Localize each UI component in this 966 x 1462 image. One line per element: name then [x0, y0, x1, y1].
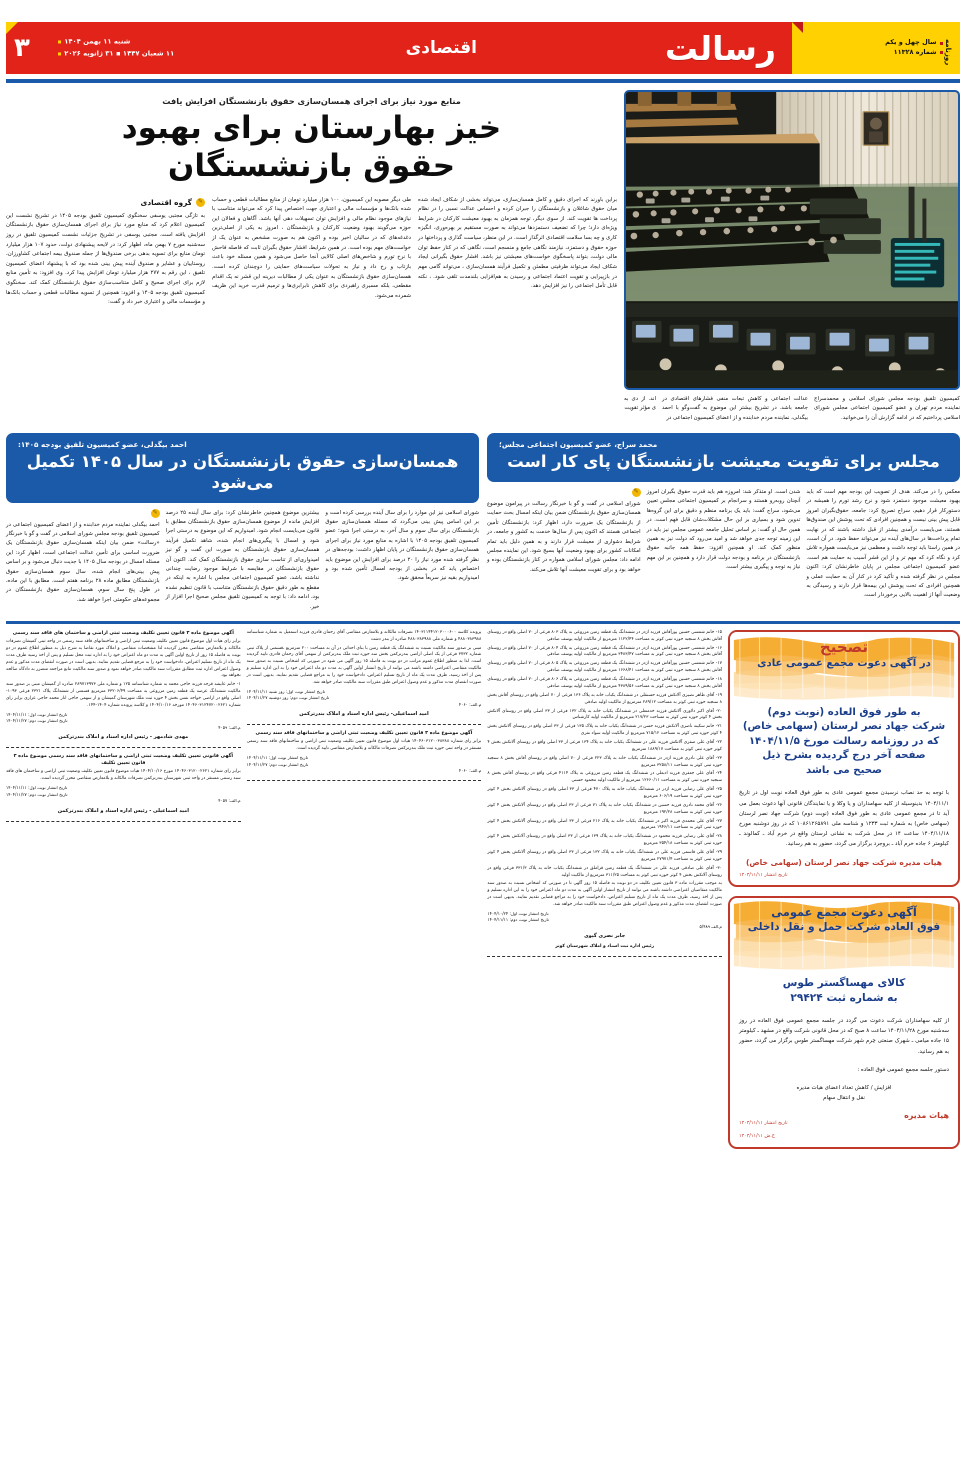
header-blue-rule	[6, 79, 960, 83]
classified-midright-date-4: تاریخ انتشار نوبت دوم: ۱۴۰۴/۱۱/۲۷	[246, 761, 309, 767]
classified-right-date-4: تاریخ انتشار نوبت دوم: ۱۴۰۴/۱۱/۲۷	[5, 791, 68, 797]
lead-byline-text: گروه اقتصادی	[140, 197, 192, 207]
classified-right-ref-1: م.الف: ۴۰۵۹	[218, 724, 241, 730]
sub-article-left-body	[487, 488, 960, 601]
pen-icon: ✎	[197, 197, 204, 205]
masthead-issue-block	[885, 38, 942, 58]
pen-icon: ✎	[633, 488, 639, 496]
promo-correction-signature: هیات مدیره شرکت جهاد نصر لرستان (سهامی خاص)	[745, 858, 943, 868]
parliament-photo	[624, 90, 960, 390]
promo-assembly-signature: هیات مدیره	[904, 1111, 949, 1121]
promo-assembly-date-1: تاریخ انتشار ۱۴۰۴/۱۱/۱۱	[739, 1121, 788, 1127]
classified-right-date-3: تاریخ انتشار نوبت اول: ۱۴۰۴/۱۱/۱۱	[5, 785, 68, 791]
promo-column	[728, 630, 960, 1158]
promo-assembly-lines	[730, 976, 958, 1010]
photo-caption	[624, 395, 960, 423]
classified-column-mid-right	[247, 630, 482, 786]
lead-body-col-left: براین باورند که اجرای دقیق و کامل همسان‌سازی، می‌تواند بخشی از شکاف ایجاد شده میان حقوق شاغلان و بازنشستگان را جبران کرده و احساس عدالت نسبی را در نظام پرداخت ها تقویت کند. از سوی دیگر، توجه همزمان به بهبود معیشت کارکنان در شرایط ویژه‌ای دارد؛ چرا که تضعیف دستمزدها می‌تواند به صورت مستقیم بر بهره‌وری، انگیزه کاری و چه بسا سلامت اقتصادی اثرگذار است. در این منظر، سیاست گذاری و پرداختها در حوزه حقوق و دستمزد، نیازمند نگاهی جامع و منسجم است، نگاهی که در کنار حفظ توان مالی دولت، بتواند پاسخگوی خواست‌های معیشتی نیز باشد. افشار حقوق بگیرانی ایجاد شکاف ایجاد می‌تواند ظرفیتی مطمئن و تکمیل فرآیند همسان‌سازی ، می‌تواند گامی مهم در بازپیرایی و تقویت اعتماد اجتماعی و رسیدن به هم‌افزایی بلندمدت تلقی شود. ، نکته قابل تأمل اجتماعی را نیز افزایش دهد.	[418, 196, 617, 290]
lead-photo-column	[624, 90, 960, 423]
classified-sign-title: رئیس اداره ثبت اسناد و املاک شهرستان کوثر	[555, 944, 655, 950]
sub-left-col-3-text: شورای اسلامی در گفت و گو با خبرنگار رسالت در پیرامون موضوع همسان‌سازی حقوق بازنشستگان ضمن بیان اینکه امسال بحث حمایت از بازنشستگان یک ضرورت دارد، اظهار کرد: بازنشستگان تأمین اجتماعی هستند که اکنون پس از سال‌ها خدمت به کشور و جامعه، در شرایط دشواری از معیشت قرار دارند و به همین دلیل باید تمام امکانات کشور برای بهبود وضعیت آنها بسیج شود. این نماینده مجلس ادامه داد: مجلس شورای اسلامی همواره در کنار بازنشستگان بوده و خواهد بود و برای تقویت معیشت آنها تلاش می‌کند.	[486, 500, 641, 573]
promo-assembly-line-3: کالای مهساگستر طوس	[782, 976, 906, 989]
masthead-issue: شماره ۱۱۳۲۸	[893, 48, 937, 56]
classified-right-sign-2: امید اسماعیلی - رئیس اداره اسناد و املاک بندرترکمن	[57, 807, 189, 814]
sub-right-col-1-text: احمد بیگدلی نماینده مردم خدابنده و از اعضای کمیسیون اجتماعی در کمیسیون تلفیق بودجه مجلس شورای اسلامی در گفت و گو با خبرنگار «رسالت» ضمن بیان اینکه همسان‌سازی حقوق بازنشستگان یک ضرورت اساسی برای تأمین عدالت اجتماعی است، اظهار کرد: این مسئله امسال در بودجه سال ۱۴۰۵ با جدیت دنبال می‌شود و بر اساس پیش بینی‌های انجام شده، سال سوم همسان‌سازی حقوق بازنشستگان مطابق ماده ۲۸ برنامه هفتم است. مطابق با این ماده، در طول پنج سال سوم، همسان‌سازی حقوق بازنشستگان در مجموعه‌های حکومتی اجرا خواهد شد.	[5, 521, 160, 603]
masthead-date-lunar: ۱۱ شعبان ۱۴۴۷ ▪ ۳۱ ژانویه ۲۰۲۶	[64, 49, 175, 57]
promo-correction-line-4: که در روزنامه رسالت مورخ ۱۴۰۴/۱۱/۵	[748, 735, 940, 747]
classified-item: ۲۵- آقای علی رضایی فرزند اژدر در ششدانگ یکباب خانه به پلاک ۴۷۰ فرعی از ۳۳ اصلی واقع در روستای آلاتکش بخش ۴ کوثر حوزه ثبتی کوثر به مساحت ۶۰۶/۱۹ مترمربع	[487, 787, 722, 799]
classified-ref: م.الف ۵/۴۸۹	[699, 923, 722, 929]
classified-item: ۲۲- آقای علی صفری آلاتکش فرزند علی در ششدانگ یکباب خانه به پلاک ۱۳۴ فرعی از ۳۳ اصلی واقع در روستای آلاتکش بخش ۴ کوثر حوزه ثبتی کوثر به مساحت ۱۸۸۹/۱۷ مترمربع	[487, 739, 722, 752]
sub-article-left-header	[487, 433, 960, 482]
masthead-year: سال چهل و یکم	[885, 38, 937, 47]
photo-caption-col-3: کمیسیون تلفیق بودجه مجلس شورای اسلامی و محمدسراج نماینده مردم تهران و عضو کمیسیون اجتماعی مجلس شورای اسلامی پرداختیم که در ادامه گزارش آن را می‌خوانید.	[814, 396, 960, 421]
lead-body	[6, 196, 617, 308]
classifieds-top-rule	[6, 621, 960, 624]
pen-icon: ✎	[152, 508, 158, 516]
classified-right-sign-1: مهدی شادمهر - رئیس اداره اسناد و املاک بندرترکمن	[58, 734, 189, 741]
classified-divider	[247, 780, 482, 781]
classified-item: ۱۷- خانم شمسی حسین پورآقاش فرزند اژدر در ششدانگ یک قطعه زمین مزروعی به پلاک ۸۰۵ فرعی از ۷۰ اصلی واقع در روستای آقاش بخش ۸ سنجبد حوزه ثبتی کوثر به مساحت ۱۶۶۸/۴۱ مترمربع از مالکیت اولیه یوسف صادقی	[487, 661, 722, 674]
lead-headline-column	[6, 90, 617, 423]
classified-tail: به موجب مقررات ماده ۳ قانون تعیین تکلیف در دو نوبت به فاصله ۱۵ روز آگهی تا در صورتی که اشخاص نسبت به صدور سند مالکیت متقاضیان اعتراضی داشته باشند می توانند از تاریخ انتشار اولین آگهی به مدت دو ماه اعتراض خود را به این اداره تسلیم و پس از اخذ رسید، ظرف مدت یک ماه از تاریخ تسلیم اعتراض، دادخواست خود را به مراجع قضایی تقدیم نمایند. بدیهی است در صورت انقضای مدت مذکور و عدم وصول اعتراض طبق مقررات سند مالکیت صادر خواهد شد.	[487, 881, 722, 907]
classified-item: ۱۹- آقای طاهر نصیری آلاتکش فرزند حسنقلی در ششدانگ یکباب خانه به پلاک ۱۳۶ فرعی از ۷۰ اصلی واقع در روستای آقاش بخش ۸ سنجبد حوزه ثبتی کوثر به مساحت ۲۸۹/۱۲ مترمربع از مالکیت اولیه صادقی	[487, 692, 723, 705]
classified-midright-body	[247, 630, 482, 781]
promo-assembly-line-4: به شماره ثبت ۲۹۴۲۴	[790, 991, 898, 1004]
sub-article-left	[487, 433, 960, 612]
sub-article-right-subtitle: احمد بیگدلی، عضو کمیسیون تلفیق بودجه ۱۴۰۵:	[18, 440, 187, 450]
promo-assembly-body: از کلیه سهامداران شرکت دعوت می گردد در جلسه مجمع عمومی فوق العاده در روز سه‌شنبه مورخ ۱۴۰۴/۱۱/۲۸ ساعت ۸ صبح که در محل قانونی شرکت واقع در مشهد ـ کیلومتر ۱۵ جاده میامی ـ شهرک صنعتی چرم شهر شرکت مهساگستر طوس برگزار می گردد، حضور به هم رسانید.	[739, 1018, 949, 1055]
classified-midright-body-2: برابر رای شماره ۱۴۰۴۶۰۳۱۲۰۰۳۸۳۸۸ هیات اول موضوع قانون تعیین تکلیف وضعیت ثبتی اراضی و ساختمانهای فاقد سند رسمی مستقر در واحد ثبتی حوزه ثبت ملک بندرترکمن تصرفات مالکانه و بلامعارض متقاضی تایید گردیده است.	[246, 739, 482, 752]
promo-assembly-line-2: فوق العاده شرکت حمل و نقل داخلی	[747, 921, 941, 934]
sub-article-right-body	[6, 509, 479, 612]
promo-assembly-agenda-title: دستور جلسه مجمع عمومی فوق العاده :	[857, 1066, 949, 1073]
classified-right-body	[6, 630, 241, 822]
newspaper-page	[0, 22, 966, 1462]
lead-body-col-right-text: به تازگی مجتبی یوسفی سخنگوی کمیسیون تلفیق بودجه ۱۴۰۵ در تشریح نشست این کمیسیون اعلام کرد که منابع مورد نیاز برای اجرای همسان‌سازی حقوق بازنشستگان افزایش یافته است. مجتبی یوسفی در تشریح جزئیات نشست کمیسیون تلفیق در روز سه‌شنبه مورخ ۷ بهمن ماه، اظهار کرد: در لایحه پیشنهادی دولت، حدود ۱۰۷ هزار میلیارد تومان منابع برای تسویه بدهی برخی صندوق‌ها از جمله صندوق بیمه اجتماعی کشاورزان، روستاییان و عشایر و صندوق آینده پیش بینی شده بود که با پیشنهاد اعضای کمیسیون تلفیق ، این رقم به ۲۷۷ هزار میلیارد تومان افزایش پیدا کرد. وی افزود: به تأمین منابع لازم برای اجرای صحیح و کامل متناسب‌سازی حقوق بازنشستگان کمک کند. سخنگوی کمیسیون تلفیق بودجه ۱۴۰۵ و افزود: همچنین از تسویه مطالبات قطعی و حساب بانک‌ها و مؤسسات مالی و اعتباری خبر داد و گفت:	[6, 212, 206, 306]
classified-divider	[487, 956, 722, 957]
classified-numbered-list	[487, 630, 722, 957]
promo-correction-heading: تصحیح	[819, 637, 869, 656]
photo-caption-col-1: اند. از دی به ی مؤثر تقویت	[624, 396, 656, 412]
sub-article-right-header	[6, 433, 479, 502]
classified-midright-ref-2: م.الف: ۴۰۶۰	[458, 768, 482, 774]
sub-article-left-subtitle: محمد سراج، عضو کمیسیون اجتماعی مجلس؛	[499, 440, 658, 450]
classified-item: ۲۴- آقای علی جعفری فرزند ادبعلی در ششدانگ یک قطعه زمین مزروعی به پلاک ۴۱۱۴ فرعی واقع در روستای آقاش بخش ۸ سنجبد حوزه ثبتی کوثر به مساحت ۱۲۶۶۰/۱۱ مترمربع از مالکیت اولیه محمود حسنی	[487, 771, 722, 784]
promo-correction-line-5: صفحه آخر درج گردیده بشرح ذیل	[762, 750, 926, 762]
classified-midright-date-3: تاریخ انتشار نوبت اول: ۱۴۰۴/۱۱/۱۱	[246, 755, 309, 761]
lead-headline-line-2: حقوق بازنشستگان	[167, 147, 456, 184]
sub-article-left-title: مجلس برای تقویت معیشت بازنشستگان پای کار است	[507, 452, 940, 472]
masthead-page-number: ۳	[14, 33, 30, 63]
classified-right-title-1: آگهی موضوع ماده ۳ قانون تعیین تکلیف وضعیت ثبتی اراضی و ساختمان های فاقد سند رسمی	[12, 630, 234, 636]
classified-item: ۱۸- خانم شمسی حسین پورآقاش فرزند اژدر در ششدانگ یک قطعه زمین مزروعی به پلاک ۸۰۶ فرعی از ۷۰ اصلی واقع در روستای آقاش بخش ۸ سنجبد حوزه ثبتی کوثر به مساحت ۴۳۸۹/۵۶ مترمربع از مالکیت اولیه یوسف صادقی	[487, 677, 722, 689]
sub-article-right-title: همسان‌سازی حقوق بازنشستگان در سال ۱۴۰۵ تکمیل می‌شود	[26, 452, 459, 492]
promo-brush-banner	[730, 632, 958, 706]
lead-headline-line-1: خیز بهارستان برای بهبود	[121, 110, 502, 146]
classified-right-item-1: ۱- خانم عایشه قرجه فرزند حاجی محمد به شماره شناسنامه ۱۲۵ و شماره ملی ۲۸۹۷۱۳۹۷۳ صادره از گمیشان مبنی بر صدور سند مالکیت ششدانگ عرصه یک قطعه زمین مزروعی به مساحت ۳۳۲۰۶/۴۹ مترمربع قسمتی از ششدانگ پلاک ۲۳۲۱ فرعی ۱۰۹۳- اصلی واقع در اراضی خواجه نفس بخش ۴ حوزه ثبت ملک شهرستان گمیشان و از سهمی حاجی انار محمد حاجی عزازی برابر رای شماره ۱۴۰۴۶۰۳۱۲۴۷۲۰۰۲۶۲۱ مورخه ۱۴۰۴/۱۰/۱۶ و کلاسه پرونده شماره ۱۴۰۴-۱۴۴.	[5, 682, 241, 708]
sub-articles	[6, 433, 960, 612]
bullet-square-icon	[940, 51, 943, 54]
sub-left-col-2: شدن است. او متذکر شد: امروزه هم باید قدرت حقوق بگیران امروز آنچنان روبه‌رو هستند و سرانجام بر کمیسیون اجتماعی مجلس تعیین می‌شود، سراج گفت: باید یک برنامه منظم و دقیق برای این گروه‌ها تدوین شود و بسیاری بر این حال مشکلات‌شان قابل فهم است. در همین حال او گفت: بر اساس تحلیل جامعه عمومی مجلس نیز باید در این زمینه توجه جدی خواهد شد و امید می‌رود که دولت نیز به همین منظور کمک کند. او همچنین افزود: حفظ همه جانبه حقوق بازنشستگان در برنامه و بودجه دولت قرار دارد و همچنین بر این مهم نیاز به توجه و پیگیری بیشتر است.	[646, 488, 801, 571]
promo-box-assembly	[728, 896, 960, 1149]
promo-correction-lines	[730, 706, 958, 782]
parliament-photo-graphic	[626, 92, 958, 388]
masthead-date-block	[58, 36, 174, 59]
classified-midright-ref: م.الف: ۴۰۶۰	[458, 701, 482, 707]
promo-assembly-date-2: خ.ش ۱۴۰۴/۱۱/۱۱	[739, 1134, 775, 1140]
masthead-vertical-line-1: روزنامه	[944, 38, 952, 65]
photo-caption-col-2: عدالت اجتماعی و کاهش تبعات منفی فشارهای اقتصادی در جامعه باشد. در تشریح بیشتر این موضوع به گفت‌وگو با احمد بیگدلی، نماینده مردم خدابنده و از اعضای کمیسیون اجتماعی در	[662, 396, 808, 421]
classified-divider	[6, 747, 241, 748]
classified-column-numbered	[487, 630, 722, 962]
classified-right-title-2: آگهی قانونی تعیین تکلیف وضعیت ثبتی اراضی و ساختمانهای فاقد سند رسمی موضوع ماده ۳ قانون تعیین تکلیف	[13, 754, 234, 767]
lead-body-col-right	[6, 196, 205, 308]
classified-divider	[6, 821, 241, 822]
classified-column-right	[6, 630, 241, 827]
promo-correction-line-3: شرکت جهاد نصر لرستان (سهامی خاص)	[742, 721, 946, 733]
sub-left-col-3	[487, 488, 641, 601]
masthead-red-panel	[6, 22, 792, 74]
promo-assembly-agenda	[730, 1083, 958, 1111]
masthead-section-title: اقتصادی	[405, 38, 477, 58]
masthead-vertical-logo	[943, 31, 952, 65]
classified-right-date-2: تاریخ انتشار نوبت دوم: ۱۴۰۴/۱۱/۲۷	[5, 718, 68, 724]
lead-kicker: منابع مورد نیاز برای اجرای همسان‌سازی حقوق بازنشستگان افزایش یافت	[162, 96, 461, 106]
classified-midright-sign: امید اسماعیلی- رئیس اداره اسناد و املاک بندرترکمن	[299, 711, 429, 718]
classified-item: ۲۳- آقای علی نادری فرزند اژدر در ششدانگ یکباب خانه به پلاک ۲۲۳ فرعی از ۷۰ اصلی واقع در روستای آقاش بخش ۸ سنجبد حوزه ثبتی کوثر به مساحت ۳۲۵۸/۱۱ مترمربع	[487, 755, 722, 768]
classified-item: ۱۶- خانم شمسی حسین پورآقاش فرزند اژدر در ششدانگ یک قطعه زمین مزروعی به پلاک ۸۰۴ فرعی از ۷۰ اصلی واقع در روستای آقاش بخش ۸ سنجبد حوزه ثبتی کوثر به مساحت ۳۴۸۳/۴۷ مترمربع از مالکیت اولیه یوسف صادقی	[487, 645, 722, 658]
classified-item: ۲۱- خانم سکینه ناصری آلاتکش فرزند حسن در ششدانگ یکباب خانه به پلاک ۱۳۵ فرعی از ۳۳ اصلی واقع در روستای آلاتکش بخش ۴ کوثر حوزه ثبتی کوثر به مساحت ۷۱۵/۱۲ مترمربع از مالکیت اولیه سواد نفری	[487, 724, 723, 737]
promo-assembly-agenda-2: نقل و انتقال سهام	[823, 1095, 865, 1102]
lead-body-col-mid: طی دیگر مصوبه این کمیسیون، ۱۰۰ هزار میلیارد تومان از منابع مطالبات قطعی و حساب شده بانک‌ها و مؤسسات مالی و اعتباری جهت اختصاص پیدا کرد که می‌تواند متناسب با نیازهای موجود نظام مالی و افزایش توان تسهیلات دهی آنها باشد. آگاهان و فعالان این حوزه می‌گویند بهبود وضعیت کارکنان و بازنشستگان ، امروز به یکی از اصلی‌ترین دغدغه‌های که در سالیان اخیر بوده و اکنون هم به صورت مشخص به عنوان یک از خواست‌های مهم بوده است. در همین شرایط، افشار حقوق بگیران ثابت که فاصله فاحش با نرخ تورم و شاخص‌های اصلی کالایی آنجا حاصل می‌شود و همین مسئله خود باعث بازتاب و رخ داد و نیاز به تحولات سیاست‌های حمایتی را دوچندان کرده است. همسان‌سازی حقوق بازنشستگان به عنوان یکی از مطالبات دیرینه این قشر نه یک اقدام مقطعی، بلکه مسیری راهبردی برای کاهش نابرابری‌ها و ترمیم قدرت خرید این ظریف شمرده می‌شود.	[212, 196, 411, 299]
promo-correction-heading-wrap	[730, 632, 958, 671]
classified-item: ۲۹- آقای علی قاسمی فرزند علی در ششدانگ یکباب خانه به پلاک ۱۳۲ فرعی از ۳۳ اصلی واقع در روستای آلاتکش بخش ۴ کوثر حوزه ثبتی کوثر به مساحت ۲۷۹۷۱/۴ مترمربع	[487, 849, 722, 862]
promo-correction-line-1: در آگهی دعوت مجمع عمومی عادی	[757, 657, 931, 669]
masthead-brand-title: رسالت	[664, 28, 776, 68]
classified-item: ۲۸- آقای علی رضایی فرزند محمود در ششدانگ یکباب خانه به پلاک ۱۳۹ فرعی از ۳۳ اصلی واقع در روستای آلاتکش بخش ۴ کوثر حوزه ثبتی کوثر به مساحت ۳۵۴/۱۸ مترمربع	[487, 834, 722, 847]
classified-item: ۱۵- خانم شمسی حسین پورآقاش فرزند اژدر در ششدانگ یک قطعه زمین مزروعی به پلاک ۸۰۳ فرعی از ۷۰ اصلی واقع در روستای آقاش بخش ۸ سنجبد حوزه ثبتی کوثر به مساحت ۱۱۲۲/۴۴ مترمربع از مالکیت اولیه یوسف صادقی	[487, 629, 722, 642]
classified-date-1: تاریخ انتشار نوبت اول: ۱۴۰۴/۱۰/۲۴	[487, 910, 549, 916]
sub-article-right	[6, 433, 479, 612]
promo-correction-line-2: به طور فوق العاده (نوبت دوم)	[767, 706, 921, 718]
sub-right-col-2: بیشترین موضوع همچنین خاطرنشان کرد: برای سال آینده ۲۵ درصد افزایش مانده از موضوع همسان‌سازی حقوق بازنشستگان مطابق با قانون می‌بایست انجام شود. امیدواریم که این موضوع به درستی اجرا شود و امسال با پیگیری‌های انجام شده، شاهد تکمیل فرآیند همسان‌سازی حقوق بازنشستگان به صورت این گفت و گو نیز امیدواری‌ای از تناسب سازی حقوق بازنشستگان کمک کند. اکنون آن حقوق بازنشستگان در مقایسه با شرایط موجود رضایت چندانی نداشته باشد، عضو کمیسیون اجتماعی مجلس با اشاره به اینکه در مقطع به طور دقیق حقوق بازنشستگان متناسب با قانون تنظیم نشده بود، ادامه داد: با توجه به کمیسیون تلفیق مجلس صحیح اجرا افزار از خیر.	[165, 509, 320, 610]
classified-date-2: تاریخ انتشار نوبت دوم: ۱۴۰۴/۱۱/۱۱	[487, 917, 549, 923]
promo-correction-body: با توجه به حد نصاب نرسیدن مجمع عمومی عادی به طور فوق العاده نوبت اول در تاریخ ۱۴۰۴/۱۱/۱ بدینوسیله از کلیه سهامداران و یا وکلا و یا نمایندگان قانونی آنها دعوت بعمل می آید تا در مجمع عمومی عادی به طور فوق العاده (نوبت دوم) شرکت جهاد نصر لرستان (سهامی خاص) به شماره ثبت ۱۲۳۳ و شناسه ملی ۱۰۸۶۱۲۶۵۸۹۱ که در روز دوشنبه مورخ ۱۴۰۴/۱۱/۱۸ ساعت ۱۴ در محل شرکت به نشانی لرستان واقع در خرم آباد ـ کمالوند ـ کیلومتر ۶ جاده خرم آباد ـ بروجرد برگزار می گردد، حضور به هم رسانید.	[739, 790, 949, 848]
bullet-square-icon	[58, 41, 61, 44]
classified-item: ۲۶- آقای محمد نادری فرزند حسین در ششدانگ یکباب خانه به پلاک ۷۱ فرعی از ۳۳ اصلی واقع در روستای آلاتکش بخش ۴ کوثر حوزه ثبتی کوثر به مساحت ۱۹۲/۲۸ مترمربع	[487, 802, 722, 815]
classified-right-body-2: برابر رای شماره ۱۴۰۴۶۰۳۱۲۰۰۲۶۲۱ مورخ ۱۴۰۴/۱۰/۱۶ هیات موضوع قانون تعیین تکلیف وضعیت ثبتی اراضی و ساختمان های فاقد سند رسمی مستقر در واحد ثبتی شهرستان بندرترکمن تصرفات مالکانه و بلامعارض متقاضی محرز گردیده است.	[5, 769, 241, 782]
lead-headline	[12, 110, 611, 186]
classifieds-area	[6, 630, 960, 1158]
classified-right-body-1: برابر رای هیات اول موضوع قانون تعیین تکلیف وضعیت ثبتی اراضی و ساختمانهای فاقد سند رسمی در واحد ثبتی گمیشان تصرفات مالکانه و بلامعارض متقاضی محرز گردیده لذا مشخصات متقاضی و املاک مورد تقاضا به شرح ذیل به منظور اطلاع عموم در دو نوبت به فاصله ۱۵ روز از تاریخ اولین آگهی به مدت دو ماه اعتراض خود را به اداره ثبت محل تسلیم و پس از اخذ رسید ظرف مدت یک ماه از تاریخ تسلیم اعتراض، دادخواست خود را به مرجع قضایی تقدیم نمایند. بدیهی است در صورت انقضای مدت مذکور و عدم وصول اعتراض اداره ثبت مطابق مقررات سند مالکیت صادر خواهد نمود و صدور سند مالکیت مانع مراجعه متضرر به دادگاه صالحه نخواهد بود.	[5, 639, 241, 679]
sub-left-byline	[487, 488, 641, 497]
sub-right-col-3: شورای اسلامی نیز این موارد را برای سال آینده بررسی کرده است و بر این اساس پیش بینی می‌گردد که مسئله همسان‌سازی حقوق بازنشستگان برای سال سوم و سال آخر، به درستی اجرا شود؛ عضو کمیسیون تلفیق بودجه ۱۴۰۵ با اشاره به منابع مورد نیاز برای اجرای همسان‌سازی حقوق بازنشستگان در پایان اظهار داشت: بودجه‌های در نظر گرفته شده مورد نیاز را ۲۰ درصد برای افزایش این موضوع باید اختصاص یابد که در بخشی از بودجه امسال تأمین شده بود و امیدواریم بقیه نیز سریعاً محقق شود.	[325, 509, 479, 582]
classified-midright-header: پرونده کلاسه ۱۴۰۳۱۱۴۴۱۲۰۳۰۰۰۶۰۰ تصرفات مالکانه و بلامعارض متقاضی آقای رحمان قادری فرزند اسمعیل به شماره شناسنامه ۴۸۸۰۳۸۳۹۸۸ و شماره ملی ۴۸۸۰۳۸۳۹۸۸ صادره از بندر دشت	[246, 629, 482, 642]
promo-box-correction	[728, 630, 960, 887]
masthead-yellow-panel	[792, 22, 960, 74]
promo-assembly-heading-wrap	[730, 898, 958, 935]
sub-right-byline	[6, 509, 160, 518]
classified-right-ref-2: م.الف: ۴۰۵۷	[218, 798, 241, 804]
bullet-square-icon	[940, 42, 943, 45]
promo-brush-banner-2	[730, 898, 958, 976]
classified-midright-title-2: آگهی موضوع ماده ۳ قانون تعیین تکلیف وضعیت ثبتی اراضی و ساختمانهای فاقد سند رسمی	[255, 731, 473, 737]
promo-assembly-agenda-1: افزایش / کاهش تعداد اعضای هیات مدیره	[796, 1084, 892, 1091]
masthead-date-solar: شنبه ۱۱ بهمن ۱۴۰۴	[64, 37, 131, 46]
bullet-square-icon	[58, 52, 61, 55]
lead-article	[6, 90, 960, 423]
classified-midright-date-1: تاریخ انتشار نوبت اول: روز شنبه ۱۴۰۴/۱۱/۱۱	[246, 688, 326, 694]
classified-item: ۲۰- آقای اکبر دلاوری آلاتکش فرزند خدمتعلی در ششدانگ یکباب خانه به پلاک ۱۳۲ فرعی از ۳۳ اصلی واقع در روستای آلاتکش بخش ۴ کوثر حوزه ثبتی کوثر به مساحت ۲۱۷/۲۳ مترمربع از مالکیت اولیه کارشناس	[487, 708, 722, 721]
classified-right-date-1: تاریخ انتشار نوبت اول: ۱۴۰۴/۱۱/۱۱	[5, 711, 68, 717]
sub-left-col-1: معکس را در می‌کند. هدف از تصویب این بودجه مهم است که باید بهبود معیشت موجود دستمزد شود و نرخ رشد تورم را همیشه در دستورکار قرار دهیم، سراج تصریح کرد: جامعه، حقوق‌بگیران امروز قابل پیش بینی نیست و همچنین افرادی که تحت پوشش این صندوق‌ها هستند، می‌بایست درآمدی بیشتر از قبل داشته باشند که در نهایت تمام پرداخت‌ها در سال‌های آینده نیز می‌تواند حفظ شود. در آن است، در همین راستا باید توجه داشت و معظمی نیز می‌بایست همواره تلاش کرد و نگاه کرد که مهم تر و از این قشر آسیب به حمایت هم است. عضو کمیسیون اجتماعی مجلس در پایان خاطرنشان کرد: اکنون مجلس در نظر گرفته شده و تأکید کرد در کنار آن به حمایت عملی و همچنین افرادی که تحت پوشش این بیمه‌ها قرار دارند و رسیدگی به وضعیت آنها از اهمیت بالایی برخوردار است.	[806, 488, 960, 599]
classified-divider	[247, 724, 482, 725]
classified-item: ۳۰- آقای علی صادقی فرزند علی در ششدانگ یک قطعه زمین قراملق در ششدانگ یکباب خانه به پلاک ۳۳۱/۳ فرعی واقع در روستای آلاتکش بخش ۴ کوثر حوزه ثبتی کوثر به مساحت ۳۱۱/۲۵ مترمربع از مالکیت اولیه	[487, 865, 722, 878]
promo-correction-date: تاریخ انتشار ۱۴۰۴/۱۱/۱۱	[739, 872, 788, 878]
classified-midright-date-2: تاریخ انتشار نوبت دوم: روز دوشنبه ۱۴۰۴/۱۱/۲۷	[246, 695, 330, 701]
masthead	[6, 22, 960, 74]
sub-right-col-1	[6, 509, 160, 612]
classified-item: ۲۷- آقای علی محمدی فرزند اکبر در ششدانگ یکباب خانه به پلاک ۲۱۶ فرعی از ۳۳ اصلی واقع در روستای آلاتکش بخش ۴ کوثر حوزه ثبتی کوثر به مساحت ۱۹۴۶/۱۱ مترمربع	[487, 818, 722, 831]
promo-assembly-line-1: آگهی دعوت مجمع عمومی	[771, 904, 917, 919]
classified-midright-text: مبنی بر صدور سند مالکیت نسبت به ششدانگ یک قطعه زمین با بنای احداثی در آن به مساحت ۲۰۰ مترمربع ،قسمتی از پلاک ثبتی شماره ۳۷۳۲ فرعی از یک اصلی اراضی بندرترکمن بخش سه حوزه ثبت ملک بندرترکمن از سهمی آقای رحمان قادری تایید گردیده است. لذا به منظور اطلاع عموم مراتب در دو نوبت به فاصله ۱۵ روز آگهی می شود در صورتی که اشخاص نسبت به صدور سند مالکیت متقاضی اعتراضی داشته باشند می توانند از تاریخ انتشار اولین آگهی به مدت دو ماه اعتراض خود را به این اداره تسلیم و پس از اخذ رسید، ظرف مدت یک ماه از تاریخ تسلیم اعتراض، دادخواست خود را به مراجع قضایی تقدیم نمایند. بدیهی است در صورت انقضای مدت مذکور و عدم وصول اعتراض طبق مقررات سند مالکیت صادر خواهد شد.	[246, 645, 482, 685]
lead-byline	[6, 196, 205, 209]
classified-sign-name: جابر نصری گپوی	[584, 933, 626, 940]
promo-correction-line-6: صحیح می باشد	[806, 764, 882, 776]
